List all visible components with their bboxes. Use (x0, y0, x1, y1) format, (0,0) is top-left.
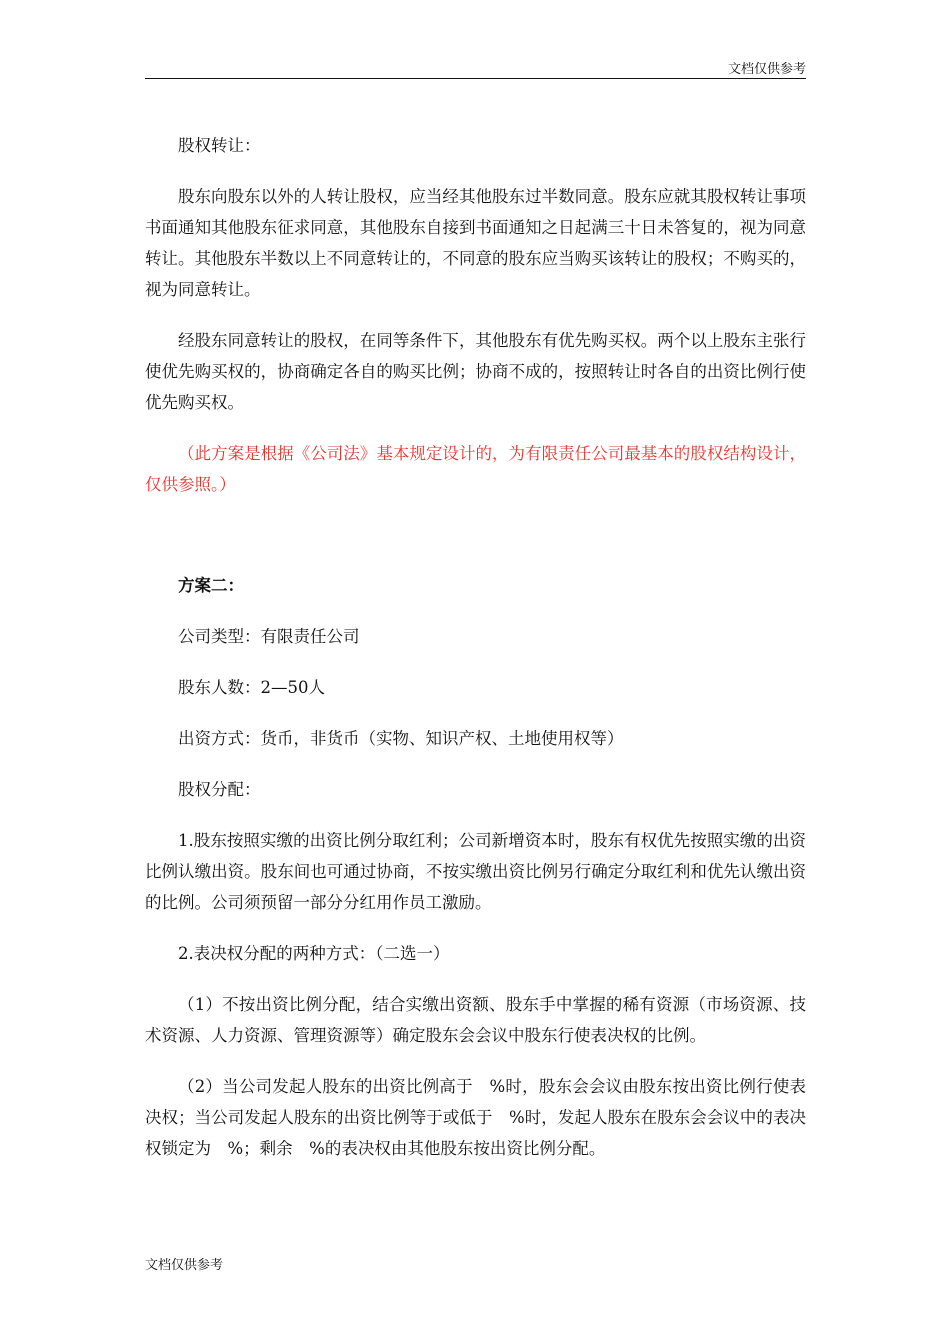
equity-item-1: 1.股东按照实缴的出资比例分取红利；公司新增资本时，股东有权优先按照实缴的出资比例认缴出资。股东间也可通过协商，不按实缴出资比例另行确定分取红利和优先认缴出资的比例。公司须预留一部分分红用作员工激励。 (145, 831, 806, 912)
document-body (145, 130, 806, 1164)
header-text: 文档仅供参考 (727, 62, 806, 77)
shareholder-count: 股东人数：2—50人 (178, 678, 325, 697)
company-type: 公司类型：有限责任公司 (178, 627, 360, 646)
contribution-method: 出资方式：货币，非货币（实物、知识产权、土地使用权等） (178, 729, 624, 748)
page-header (145, 56, 806, 79)
scheme-two-title: 方案二： (178, 576, 244, 595)
equity-transfer-paragraph-1: 股东向股东以外的人转让股权，应当经其他股东过半数同意。股东应就其股权转让事项书面通知其他股东征求同意，其他股东自接到书面通知之日起满三十日未答复的，视为同意转让。其他股东半数以上不同意转让的，不同意的股东应当购买该转让的股权；不购买的，视为同意转让。 (145, 187, 806, 299)
equity-distribution-heading: 股权分配： (178, 780, 261, 799)
equity-transfer-heading: 股权转让： (178, 136, 261, 155)
equity-transfer-paragraph-2: 经股东同意转让的股权，在同等条件下，其他股东有优先购买权。两个以上股东主张行使优先购买权的，协商确定各自的购买比例；协商不成的，按照转让时各自的出资比例行使优先购买权。 (145, 331, 806, 412)
voting-option-1: （1）不按出资比例分配，结合实缴出资额、股东手中掌握的稀有资源（市场资源、技术资源、人力资源、管理资源等）确定股东会会议中股东行使表决权的比例。 (145, 995, 806, 1045)
equity-item-2: 2.表决权分配的两种方式：（二选一） (178, 944, 450, 963)
voting-option-2: （2）当公司发起人股东的出资比例高于 %时，股东会会议由股东按出资比例行使表决权；当公司发起人股东的出资比例等于或低于 %时，发起人股东在股东会会议中的表决权锁定为 %；剩余 %的表决权由其他股东按出资比例分配。 (145, 1077, 806, 1158)
scheme-note: （此方案是根据《公司法》基本规定设计的，为有限责任公司最基本的股权结构设计，仅供参照。） (145, 444, 806, 494)
page-footer: 文档仅供参考 (145, 1258, 224, 1273)
